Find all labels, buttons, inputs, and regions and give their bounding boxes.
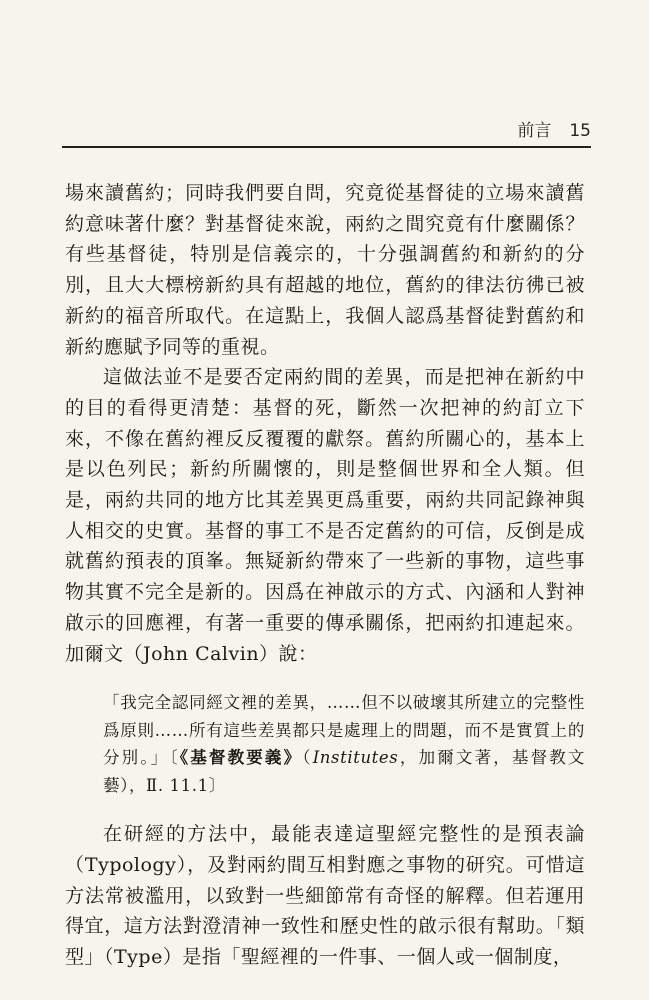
page-body xyxy=(65,178,585,973)
chapter-title: 前言 xyxy=(517,121,552,141)
quote-text: 「我完全認同經文裡的差異，……但不以破壞其所建立的完整性爲原則……所有這些差異都只是處理上的問題，而不是實質上的分別。」〔 xyxy=(103,693,585,768)
paragraph-2: 這做法並不是要否定兩約間的差異，而是把神在新約中的目的看得更清楚：基督的死，斷然一次把神的約訂立下來，不像在舊約裡反反覆覆的獻祭。舊約所關心的，基本上是以色列民；新約所關懷的，則是整個世界和全人類。但是，兩約共同的地方比其差異更爲重要，兩約共同記錄神與人相交的史實。基督的事工不是否定舊約的可信，反倒是成就舊約預表的頂峯。無疑新約帶來了一些新的事物，這些事物其實不完全是新的。因爲在神啟示的方式、內涵和人對神啟示的回應裡，有著一重要的傳承關係，把兩約扣連起來。加爾文（John Calvin）說： xyxy=(65,366,585,665)
quote-citation: ，加爾文著，基督教文藝），Ⅱ. 11.1〕 xyxy=(103,748,586,795)
quote-paren: （ xyxy=(302,748,313,768)
page-number: 15 xyxy=(569,121,591,141)
paragraph-1: 場來讀舊約；同時我們要自問，究竟從基督徒的立場來讀舊約意味著什麼？對基督徒來說，兩約之間究竟有什麼關係？有些基督徒，特別是信義宗的，十分强調舊約和新約的分別，且大大標榜新約具有超越的地位，舊約的律法彷彿已被新約的福音所取代。在這點上，我個人認爲基督徒對舊約和新約應賦予同等的重視。 xyxy=(65,182,585,358)
block-quote xyxy=(103,689,585,799)
paragraph-3: 在研經的方法中，最能表達這聖經完整性的是預表論（Typology），及對兩約間互相對應之事物的研究。可惜這方法常被濫用，以致對一些細節常有奇怪的解釋。但若運用得宜，這方法對澄清神一致性和歷史性的啟示很有幫助。「類型」（Type）是指「聖經裡的一件事、一個人或一個制度， xyxy=(65,823,585,969)
header-right xyxy=(517,116,591,141)
quote-book-title: 《基督教要義》 xyxy=(179,748,303,768)
quote-latin-title: Institutes xyxy=(312,748,399,768)
running-header xyxy=(62,112,591,148)
